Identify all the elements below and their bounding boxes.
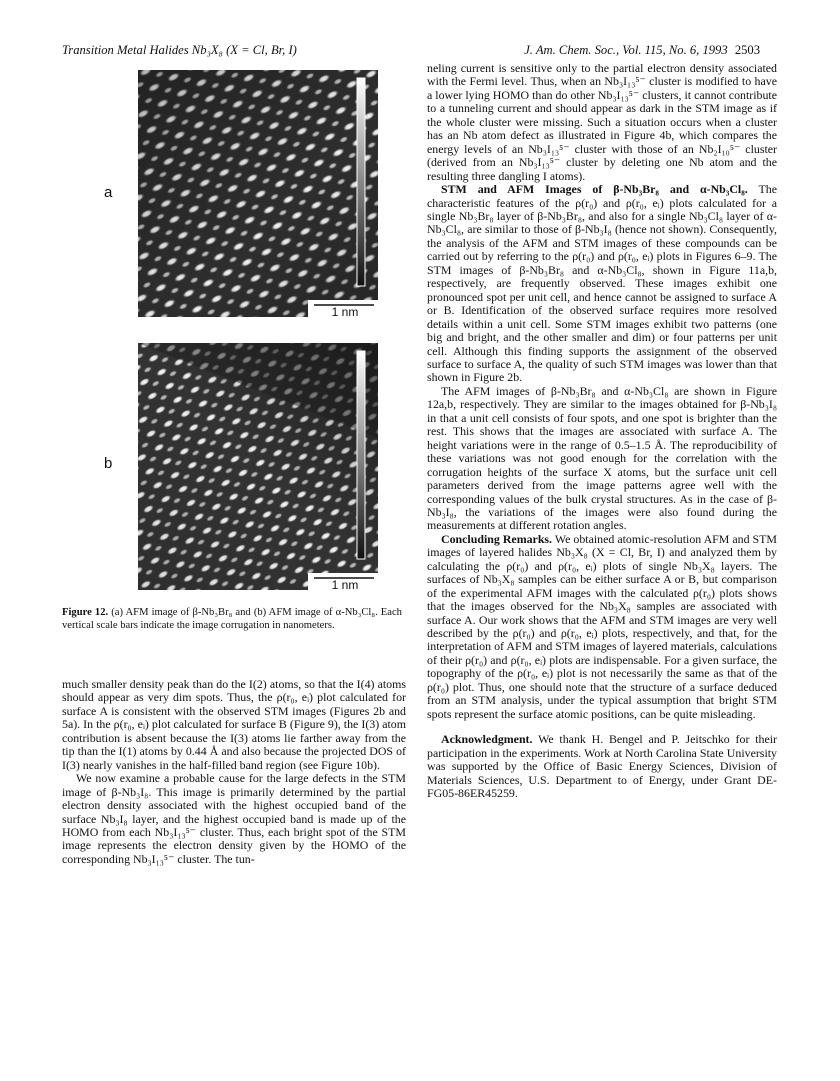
acknowledgment-heading: Acknowledgment. [441,732,533,747]
page-number: 2503 [734,43,760,57]
caption-text: (a) AFM image of β-Nb₃Br₈ and (b) AFM image of α-Nb₃Cl₈. Each vertical scale bars indicate the image corrugation in nanometers. [62,607,402,631]
right-column [427,62,777,800]
paragraph: We now examine a probable cause for the large defects in the STM image of β-Nb₃I₈. This image is primarily determined by the partial electron density associated with the highest occupied band of the surface Nb₃I₈ layer, and the highest occupied band is made up of the HOMO from each Nb₃I₁₃⁵⁻ cluster. Thus, each bright spot of the STM image represents the electron density given by the HOMO of the corresponding Nb₃I₁₃⁵⁻ cluster. The tun- [62,771,406,866]
scale-bar-label-a: 1 nm [331,305,359,317]
afm-image-b [138,343,378,590]
scale-bar-label-b: 1 nm [331,578,359,590]
paragraph: The AFM images of β-Nb₃Br₈ and α-Nb₃Cl₈ are shown in Figure 12a,b, respectively. They are similar to the images obtained for β-Nb₃I₈ in that a unit cell consists of four spots, and one spot is brighter than the rest. This shows that the images are associated with surface A. The height variations were in the range of 0.5–1.5 Å. The reproducibility of these variations was not good enough for the correlation with the corrugation heights of the surface X atoms, but the surface unit cell parameters derived from the image patterns agree well with the corresponding values of the bulk crystal structures. As in the case of β-Nb₃I₈, the variations of the images were also found during the measurements at different rotation angles. [427,383,777,533]
panel-a-label: a [104,184,113,201]
journal-citation [524,43,760,58]
section-heading: Concluding Remarks. [441,531,553,546]
section-paragraph: Concluding Remarks. We obtained atomic-resolution AFM and STM images of layered halides Nb₃X₈ (X = Cl, Br, I) and analyzed them by calculating the ρ(r₀) and ρ(r₀, eᵢ) plots of single Nb₃X₈ layers. The surfaces of Nb₃X₈ samples can be either surface A or B, but comparison of the experimental AFM images with the calculated ρ(r₀) plots shows that the images observed for the Nb₃X₈ samples are associated with surface A. Our work shows that the AFM and STM images are very well described by the ρ(r₀) and ρ(r₀, eᵢ) plots, respectively, and that, for the interpretation of AFM and STM images of layered materials, calculations of their ρ(r₀) and ρ(r₀, eᵢ) plots are indispensable. For a given surface, the topography of the ρ(r₀, eᵢ) plot is not necessarily the same as that of the ρ(r₀) plot. Thus, one should note that the structure of a surface deduced from an STM analysis, under the typical assumption that bright STM spots represent the surface atomic positions, can be quite misleading. [427,531,777,721]
left-column [62,678,406,866]
panel-b-label: b [104,455,113,472]
afm-image-a [138,70,378,317]
journal-name: J. Am. Chem. Soc., Vol. 115, No. 6, 1993 [524,43,728,57]
running-title: Transition Metal Halides Nb₃X₈ (X = Cl, Br, I) [62,43,297,57]
caption-label: Figure 12. [62,607,109,618]
section-paragraph: STM and AFM Images of β-Nb₃Br₈ and α-Nb₃Cl₈. The characteristic features of the ρ(r₀) and ρ(r₀, eᵢ) plots calculated for a single Nb₃Br₈ layer of β-Nb₃Br₈, and also for a single Nb₃Cl₈ layer of α-Nb₃Cl₈, are similar to those of β-Nb₃I₈ (hence not shown). Consequently, the analysis of the AFM and STM images of these compounds can be carried out by referring to the ρ(r₀) and ρ(r₀, eᵢ) plots in Figures 6–9. The STM images of β-Nb₃Br₈ and α-Nb₃Cl₈, shown in Figure 11a,b, respectively, are frequently observed. These images exhibit one pronounced spot per unit cell, and hence cannot be assigned to surface A or B. Identification of the observed surface requires more resolved details within a unit cell. Some STM images exhibit two patterns (one big and bright, and the other smaller and dim) or four patterns per unit cell. Although this finding supports the assignment of the observed surface to surface A, the quality of such STM images was lower than that shown in Figure 2b. [427,182,777,385]
paragraph: neling current is sensitive only to the partial electron density associated with the Fermi level. Thus, when an Nb₃I₁₃⁵⁻ cluster is modified to have a lower lying HOMO than do other Nb₃I₁₃⁵⁻ clusters, it cannot contribute to a tunneling current and should appear as dark in the STM image as if the whole cluster were missing. Such a situation occurs when a cluster has an Nb atom defect as illustrated in Figure 4b, which compares the energy levels of an Nb₃I₁₃⁵⁻ cluster with those of an Nb₂I₁₀⁵⁻ cluster (derived from an Nb₃I₁₃⁵⁻ cluster by deleting one Nb atom and the resulting three dangling I atoms). [427,61,777,183]
height-scale-bar-b [357,351,365,559]
paragraph: much smaller density peak than do the I(2) atoms, so that the I(4) atoms should appear as very dim spots. Thus, the ρ(r₀, eᵢ) plot calculated for surface A is consistent with the observed STM images (Figures 2b and 5a). In the ρ(r₀, eᵢ) plot calculated for surface B (Figure 9), the I(3) atom contribution is absent because the I(3) atoms lie farther away from the tip than the I(1) atoms by 0.44 Å and also because the projected DOS of I(3) nearly vanishes in the half-filled band region (see Figure 10b). [62,677,406,772]
acknowledgment: Acknowledgment. We thank H. Bengel and P. Jeitschko for their participation in the experiments. Work at North Carolina State University was supported by the Office of Basic Energy Sciences, Division of Materials Sciences, U.S. Department to of Energy, under Grant DE-FG05-86ER45259. [427,732,777,801]
section-heading: STM and AFM Images of β-Nb₃Br₈ and α-Nb₃Cl₈. [441,182,748,197]
height-scale-bar-a [357,78,365,286]
figure-caption [62,606,402,632]
